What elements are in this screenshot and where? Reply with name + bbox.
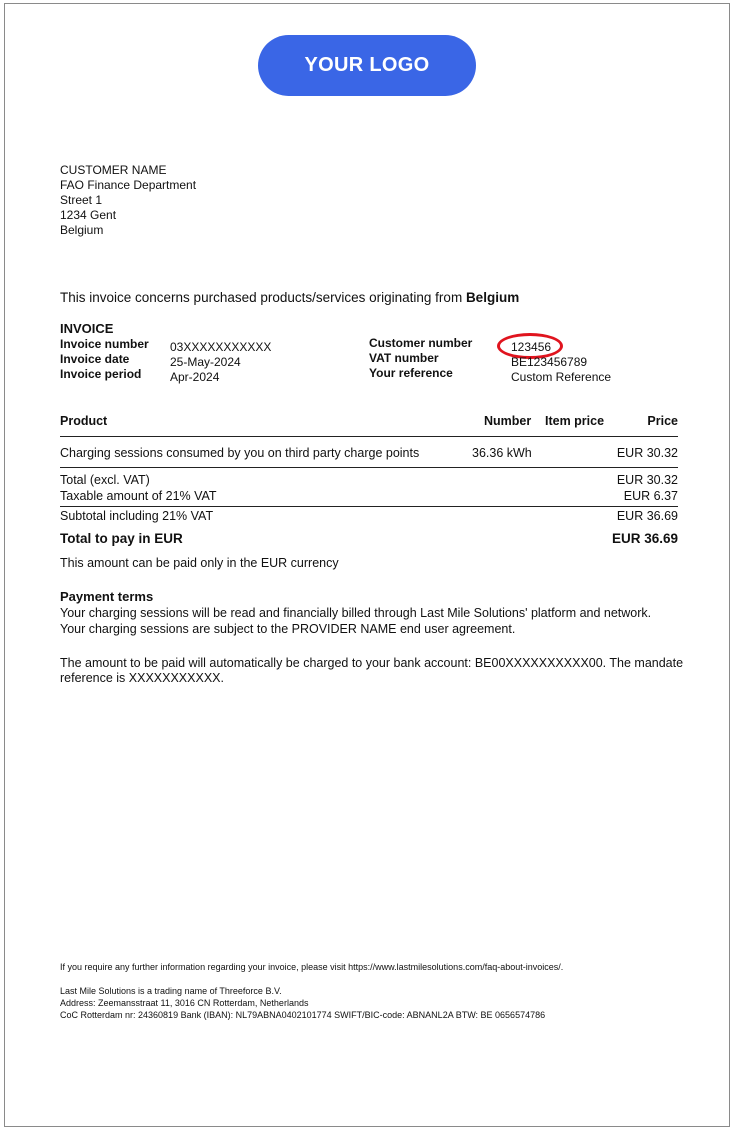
customer-city: 1234 Gent [60, 208, 117, 222]
footer-info: If you require any further information regarding your invoice, please visit https://www.lastmilesolutions.com/faq-about-invoices/. [60, 962, 564, 972]
payment-terms-line-1: Your charging sessions will be read and financially billed through Last Mile Solutions' platform and network. [60, 606, 652, 620]
line-item-price: EUR 30.32 [616, 446, 678, 460]
logo-text: YOUR LOGO [304, 54, 430, 76]
payment-terms-heading: Payment terms [60, 589, 154, 604]
origin-text: This invoice concerns purchased products/services originating from [60, 290, 466, 305]
footer-registry: CoC Rotterdam nr: 24360819 Bank (IBAN): NL79ABNA0402101774 SWIFT/BIC-code: ABNANL2A BTW: BE 0656574786 [60, 1010, 546, 1020]
taxable-amount-label: Taxable amount of 21% VAT [60, 489, 217, 503]
line-item-quantity: 36.36 kWh [472, 446, 532, 460]
payment-terms-line-2: Your charging sessions are subject to the PROVIDER NAME end user agreement. [60, 622, 516, 636]
invoice-heading: INVOICE [60, 321, 114, 336]
company-logo [258, 35, 476, 96]
taxable-amount-value: EUR 6.37 [623, 489, 678, 503]
total-excl-vat-label: Total (excl. VAT) [60, 473, 150, 487]
column-header-price: Price [647, 414, 678, 428]
line-item-product: Charging sessions consumed by you on third party charge points [60, 446, 420, 460]
subtotal-label: Subtotal including 21% VAT [60, 509, 214, 523]
customer-country: Belgium [60, 223, 104, 237]
customer-name: CUSTOMER NAME [60, 163, 167, 177]
footer-trading-name: Last Mile Solutions is a trading name of Threeforce B.V. [60, 986, 282, 996]
your-reference-label: Your reference [369, 366, 453, 380]
customer-number-value: 123456 [511, 340, 552, 354]
vat-number-value: BE123456789 [511, 355, 588, 369]
total-to-pay-label: Total to pay in EUR [60, 531, 183, 546]
invoice-period-label: Invoice period [60, 367, 142, 381]
payment-terms-line-3: The amount to be paid will automatically be charged to your bank account: BE00XXXXXXXXXX00. The mandate [60, 656, 684, 670]
customer-number-label: Customer number [369, 336, 473, 350]
customer-street: Street 1 [60, 193, 103, 207]
total-excl-vat-value: EUR 30.32 [616, 473, 678, 487]
payment-terms-line-4: reference is XXXXXXXXXXX. [60, 671, 224, 685]
invoice-date-label: Invoice date [60, 352, 130, 366]
currency-note: This amount can be paid only in the EUR currency [60, 556, 339, 570]
invoice-date-value: 25-May-2024 [170, 355, 241, 369]
total-to-pay-value: EUR 36.69 [611, 531, 678, 546]
column-header-number: Number [484, 414, 532, 428]
origin-country: Belgium [465, 290, 520, 305]
subtotal-value: EUR 36.69 [616, 509, 678, 523]
invoice-number-label: Invoice number [60, 337, 149, 351]
column-header-item-price: Item price [545, 414, 605, 428]
column-header-product: Product [60, 414, 108, 428]
table-header-divider [60, 436, 678, 437]
subtotal-divider [60, 506, 678, 507]
customer-department: FAO Finance Department [60, 178, 197, 192]
vat-number-label: VAT number [369, 351, 439, 365]
footer-address: Address: Zeemansstraat 11, 3016 CN Rotterdam, Netherlands [60, 998, 309, 1008]
invoice-number-value: 03XXXXXXXXXXX [170, 340, 272, 354]
customer-address-block [60, 163, 196, 238]
your-reference-value: Custom Reference [511, 370, 612, 384]
origin-statement [60, 290, 519, 305]
invoice-period-value: Apr-2024 [170, 370, 220, 384]
line-items-divider [60, 467, 678, 468]
